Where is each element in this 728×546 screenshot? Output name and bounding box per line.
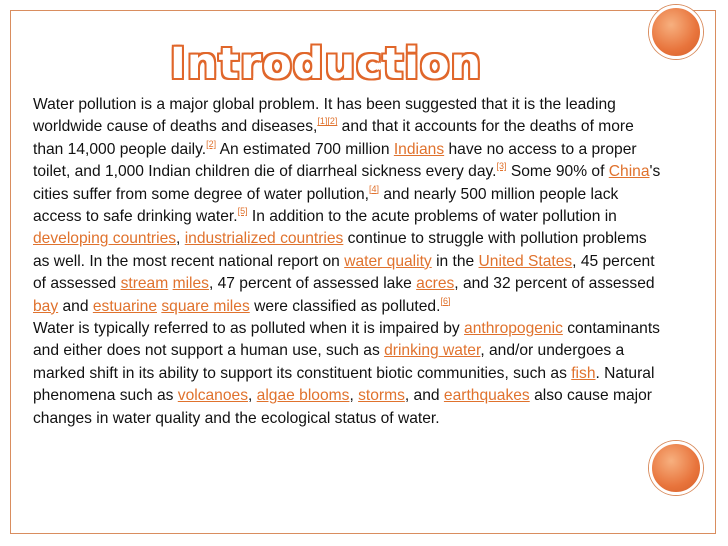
link-storms[interactable]: storms: [358, 387, 405, 405]
link-united-states[interactable]: United States: [478, 252, 573, 270]
link-bay[interactable]: bay: [33, 297, 59, 315]
paragraph-1: Water pollution is a major global problem. It has been suggested that it is the leading worldwide cause of deaths and diseases,[1][2] and that it accounts for the deaths of more than 14,000 people daily.[2] An estimated 700 million Indians have no access to a proper toilet, and 1,000 Indian children die of diarrheal sickness every day.[3] Some 90% of China's cities suffer from some degree of water pollution,[4] and nearly 500 million people lack access to safe drinking water.[5] In addition to the acute problems of water pollution in developing countries, industrialized countries continue to struggle with pollution problems as well. In the most recent national report on water quality in the United States, 45 percent of assessed stream miles, 47 percent of assessed lake acres, and 32 percent of assessed bay and estuarine square miles were classified as polluted.[6]: [33, 96, 661, 315]
decorative-orb-bottom: [649, 441, 703, 495]
link-earthquakes[interactable]: earthquakes: [443, 387, 530, 405]
link-acres[interactable]: acres: [416, 275, 455, 293]
link-estuarine[interactable]: estuarine: [92, 297, 157, 315]
citation-link[interactable]: [2]: [206, 138, 217, 149]
link-algae-blooms[interactable]: algae blooms: [256, 387, 350, 405]
slide-title: Introduction: [169, 39, 483, 89]
link-china[interactable]: China: [608, 163, 650, 181]
slide-body: [33, 94, 661, 430]
link-industrialized-countries[interactable]: industrialized countries: [184, 230, 344, 248]
citation-link[interactable]: [4]: [369, 183, 380, 194]
link-indians[interactable]: Indians: [393, 140, 445, 158]
link-drinking-water[interactable]: drinking water: [384, 342, 481, 360]
link-square-miles[interactable]: square miles: [161, 297, 250, 315]
citation-link[interactable]: [3]: [496, 161, 507, 172]
link-anthropogenic[interactable]: anthropogenic: [464, 320, 563, 338]
link-stream[interactable]: stream: [120, 275, 169, 293]
link-volcanoes[interactable]: volcanoes: [177, 387, 248, 405]
citation-link[interactable]: [6]: [440, 295, 451, 306]
citation-link[interactable]: [5]: [237, 206, 248, 217]
link-water-quality[interactable]: water quality: [344, 252, 432, 270]
paragraph-2: Water is typically referred to as polluted when it is impaired by anthropogenic contaminants and either does not support a human use, such as drinking water, and/or undergoes a marked shift in its ability to support its constituent biotic communities, such as fish. Natural phenomena such as volcanoes, algae blooms, storms, and earthquakes also cause major changes in water quality and the ecological status of water.: [33, 320, 660, 427]
link-developing-countries[interactable]: developing countries: [33, 230, 177, 248]
link-miles[interactable]: miles: [172, 275, 209, 293]
citation-link[interactable]: [1][2]: [317, 116, 338, 127]
link-fish[interactable]: fish: [571, 364, 596, 382]
